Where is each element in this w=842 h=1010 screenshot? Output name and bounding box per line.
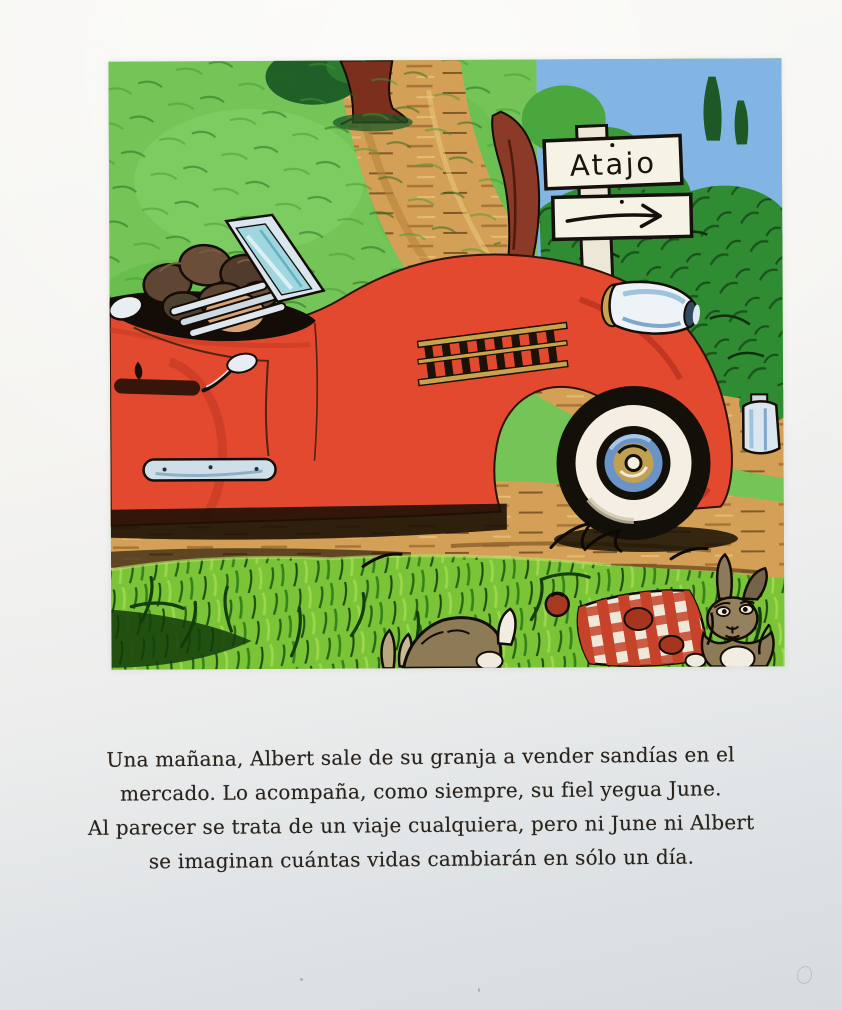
book-illustration	[108, 58, 784, 670]
sign-board-top	[544, 135, 682, 188]
sign-label: Atajo	[569, 145, 658, 183]
running-board-trim	[143, 459, 275, 481]
paper-speck	[478, 988, 480, 992]
caption-block	[0, 736, 842, 879]
milk-can	[739, 383, 784, 453]
apple	[546, 593, 569, 616]
sign-board-bottom	[553, 194, 692, 239]
caption-line-1: Una mañana, Albert sale de su granja a vender sandías en el	[106, 742, 735, 772]
caption-line-2: mercado. Lo acompaña, como siempre, su fiel yegua June.	[119, 776, 722, 806]
paper-mark	[795, 964, 814, 985]
body-crease	[114, 378, 200, 396]
paper-speck	[300, 978, 303, 981]
caption-line-4: se imaginan cuántas vidas cambiarán en sólo un día.	[148, 844, 695, 874]
front-wheel	[556, 386, 711, 541]
caption-line-3: Al parecer se trata de un viaje cualquiera, pero ni June ni Albert	[87, 810, 755, 840]
illustration-canvas	[108, 58, 784, 670]
